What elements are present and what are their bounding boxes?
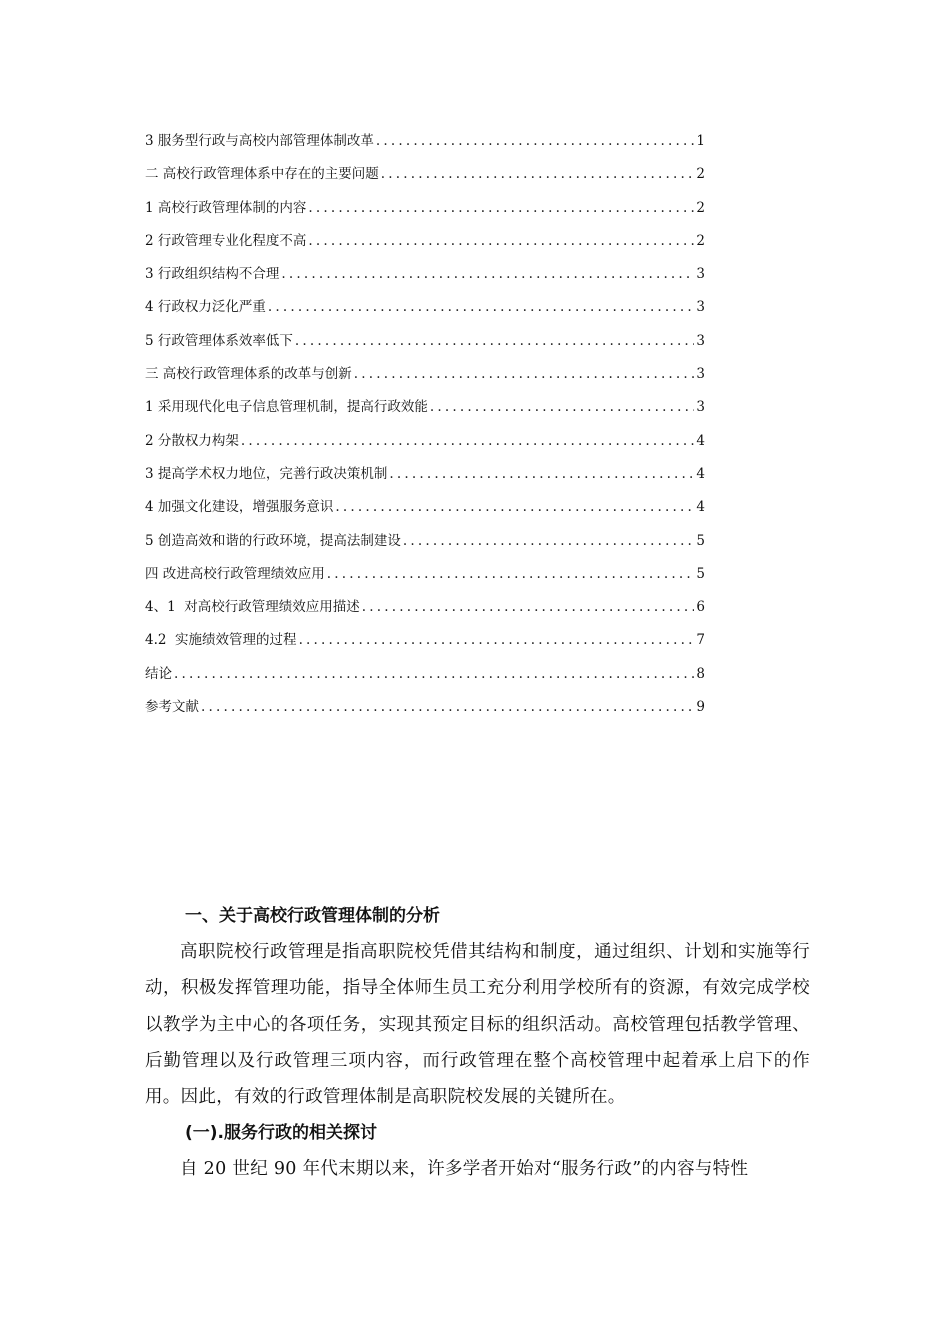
toc-entry[interactable] [145,658,705,691]
toc-entry-title: 5 行政管理体系效率低下 [145,332,293,349]
toc-entry-page: 6 [696,599,705,616]
toc-entry-title: 三 高校行政管理体系的改革与创新 [145,366,352,383]
toc-entry-page: 9 [696,699,705,716]
toc-entry-page: 2 [696,199,705,216]
toc-entry-title: 2 行政管理专业化程度不高 [145,232,307,249]
toc-leader-dots [308,192,694,225]
toc-entry[interactable] [145,158,705,191]
toc-leader-dots [376,125,695,158]
toc-leader-dots [201,691,694,724]
toc-entry-title: 四 改进高校行政管理绩效应用 [145,565,325,582]
toc-entry-title: 1 高校行政管理体制的内容 [145,199,307,216]
toc-entry-title: 5 创造高效和谐的行政环境，提高法制建设 [145,532,401,549]
toc-entry[interactable] [145,325,705,358]
toc-entry[interactable] [145,425,705,458]
toc-leader-dots [403,525,695,558]
toc-entry-title: 4 行政权力泛化严重 [145,299,266,316]
toc-entry[interactable] [145,558,705,591]
toc-entry-title: 1 采用现代化电子信息管理机制，提高行政效能 [145,399,428,416]
toc-leader-dots [295,325,695,358]
toc-entry-page: 4 [696,432,705,449]
body-paragraph: 高职院校行政管理是指高职院校凭借其结构和制度，通过组织、计划和实施等行动，积极发挥管理功能，指导全体师生员工充分利用学校所有的资源，有效完成学校以教学为主中心的各项任务，实现其预定目标的组织活动。高校管理包括教学管理、后勤管理以及行政管理三项内容，而行政管理在整个高校管理中起着承上启下的作用。因此，有效的行政管理体制是高职院校发展的关键所在。 [145,942,810,1108]
toc-leader-dots [335,491,694,524]
toc-entry[interactable] [145,225,705,258]
toc-entry-title: 二 高校行政管理体系中存在的主要问题 [145,166,379,183]
toc-leader-dots [281,258,694,291]
toc-entry-page: 4 [696,499,705,516]
toc-leader-dots [381,158,695,191]
toc-leader-dots [430,391,695,424]
toc-entry[interactable] [145,525,705,558]
toc-entry-page: 3 [696,399,705,416]
toc-entry[interactable] [145,691,705,724]
toc-entry-page: 3 [696,266,705,283]
toc-entry-title: 4、1 对高校行政管理绩效应用描述 [145,599,360,616]
toc-leader-dots [299,624,695,657]
toc-entry[interactable] [145,258,705,291]
toc-entry-page: 5 [696,565,705,582]
body-paragraph-continued: 自 20 世纪 90 年代末期以来，许多学者开始对“服务行政”的内容与特性 [180,1159,749,1180]
toc-entry-title: 4 加强文化建设，增强服务意识 [145,499,334,516]
table-of-contents [145,125,705,724]
toc-entry[interactable] [145,458,705,491]
toc-entry-title: 3 行政组织结构不合理 [145,266,280,283]
toc-entry[interactable] [145,624,705,657]
toc-entry-title: 结论 [145,665,172,682]
subsection-heading: (一).服务行政的相关探讨 [185,1123,377,1144]
toc-leader-dots [354,358,695,391]
toc-entry[interactable] [145,358,705,391]
toc-entry-page: 3 [696,299,705,316]
toc-leader-dots [268,291,695,324]
toc-entry-page: 2 [696,232,705,249]
toc-entry[interactable] [145,291,705,324]
toc-entry-page: 5 [696,532,705,549]
toc-entry[interactable] [145,125,705,158]
toc-entry[interactable] [145,591,705,624]
toc-entry-title: 3 服务型行政与高校内部管理体制改革 [145,133,374,149]
toc-entry[interactable] [145,491,705,524]
toc-entry-page: 7 [696,632,705,649]
toc-entry-title: 3 提高学术权力地位，完善行政决策机制 [145,465,388,482]
toc-leader-dots [241,425,695,458]
toc-entry-page: 4 [696,465,705,482]
toc-leader-dots [308,225,694,258]
toc-entry[interactable] [145,391,705,424]
toc-leader-dots [389,458,694,491]
toc-entry[interactable] [145,192,705,225]
toc-entry-page: 3 [696,332,705,349]
toc-entry-page: 1 [696,133,705,149]
toc-leader-dots [327,558,695,591]
toc-entry-page: 2 [696,166,705,183]
toc-entry-title: 4.2 实施绩效管理的过程 [145,632,297,649]
toc-leader-dots [362,591,695,624]
body-section [145,898,810,1188]
toc-entry-page: 8 [696,665,705,682]
toc-entry-title: 2 分散权力构架 [145,432,239,449]
toc-entry-title: 参考文献 [145,699,199,716]
section-heading: 一、关于高校行政管理体制的分析 [185,906,440,926]
toc-leader-dots [174,658,694,691]
toc-entry-page: 3 [696,366,705,383]
